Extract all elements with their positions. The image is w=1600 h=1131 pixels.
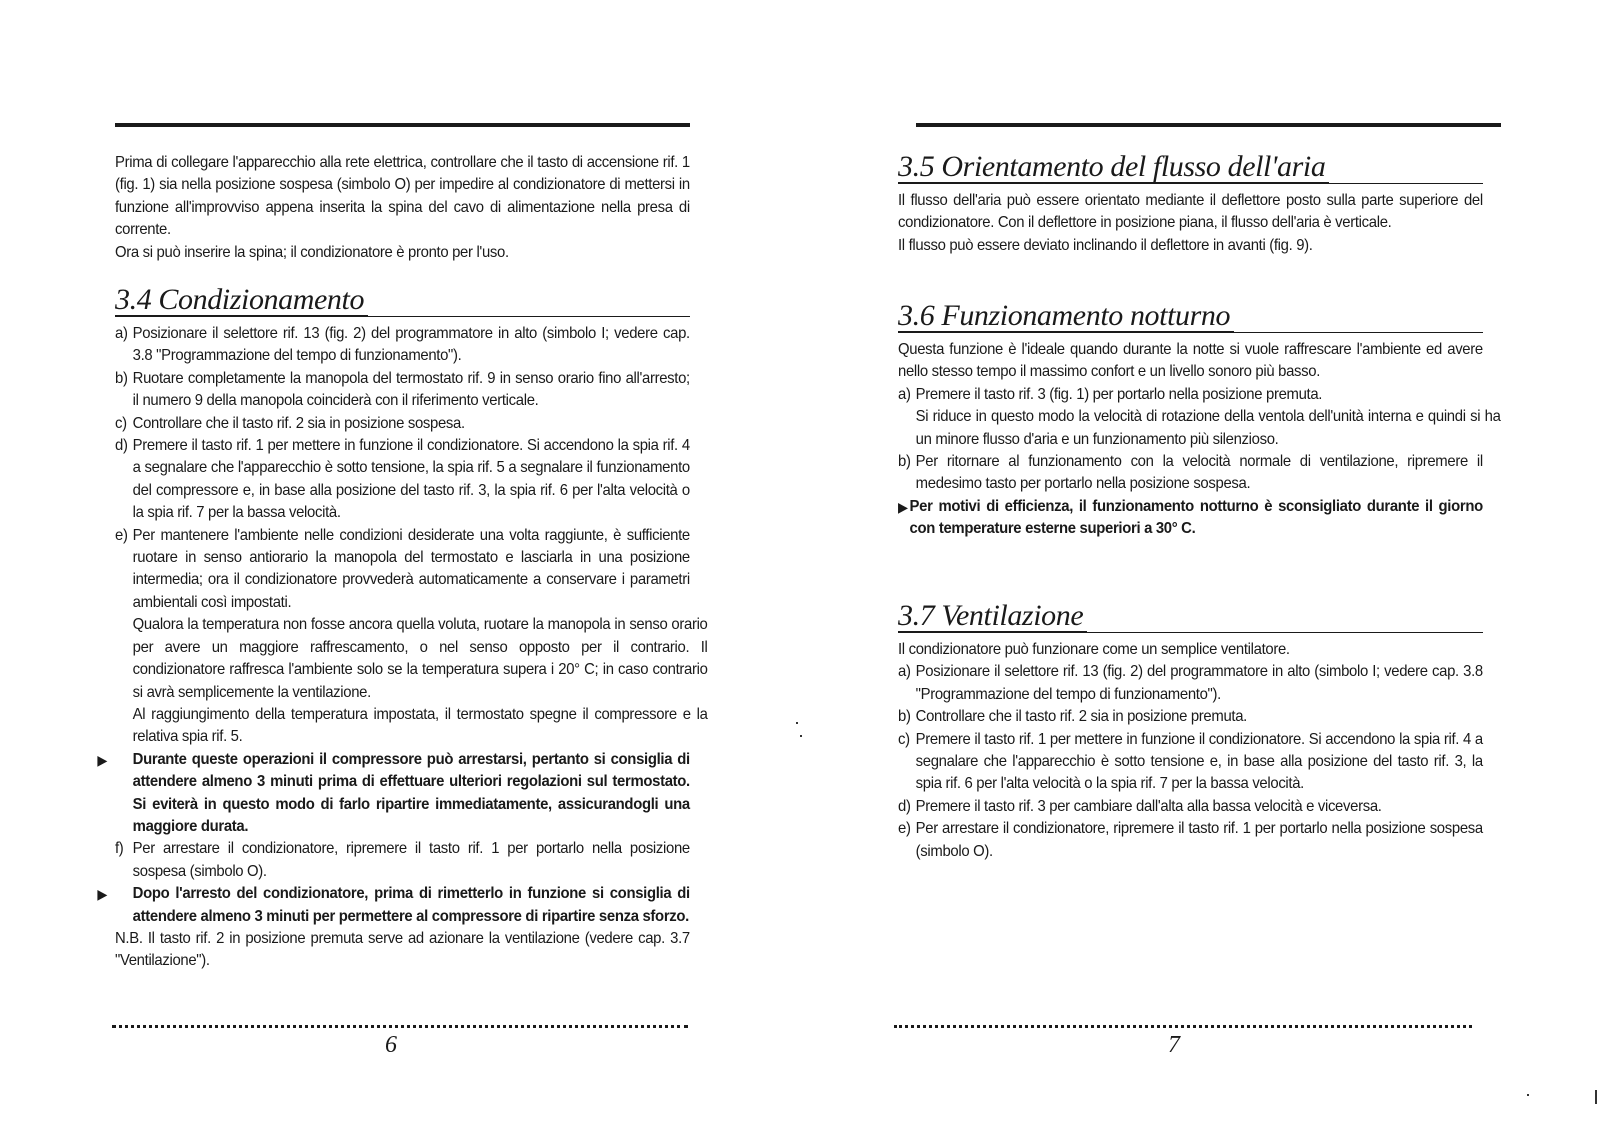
section-heading xyxy=(898,601,1483,633)
arrow-right-icon: ▶ xyxy=(97,886,108,903)
item-text: Ruotare completamente la manopola del termostato rif. 9 in senso orario fino all'arresto; il numero 9 della manopola coinciderà con il riferimento verticale. xyxy=(132,369,690,410)
arrow-right-icon: ▶ xyxy=(898,498,908,515)
note-text: Per motivi di efficienza, il funzionamento notturno è sconsigliato durante il giorno con temperature esterne superiori a 30° C. xyxy=(909,497,1483,538)
item-label: c) xyxy=(115,414,127,432)
item-text: Controllare che il tasto rif. 2 sia in posizione sospesa. xyxy=(132,414,465,432)
list-item xyxy=(898,451,1483,496)
section-title: 3.6 Funzionamento notturno xyxy=(898,301,1234,333)
item-text: Premere il tasto rif. 1 per mettere in funzione il condizionatore. Si accendono la spia rif. 4 a segnalare che l'apparecchio è sotto tensione e, in base alla posizione del tasto rif. 3, la spia rif. 6 per l'alta velocità o la spia rif. 7 per la bassa velocità. xyxy=(915,730,1483,793)
section-title: 3.4 Condizionamento xyxy=(115,285,368,317)
item-label: a) xyxy=(115,325,128,342)
dotted-rule-left xyxy=(112,1025,688,1028)
list-item xyxy=(115,838,690,883)
top-rule-left xyxy=(115,123,690,127)
item-text: Controllare che il tasto rif. 2 sia in posizione premuta. xyxy=(915,708,1247,726)
list-item xyxy=(115,368,690,413)
scan-speck xyxy=(796,722,798,724)
item-text: Si riduce in questo modo la velocità di rotazione della ventola dell'unità interna e quindi si ha un minore flusso d'aria e un funzionamento più silenzioso. xyxy=(915,408,1501,448)
note-text: Durante queste operazioni il compressore può arrestarsi, pertanto si consiglia di attendere almeno 3 minuti prima di effettuare ulteriori regolazioni sul termostato. Si eviterà in questo modo di farlo ripartire immediatamente, assicurandogli una maggiore durata. xyxy=(132,750,690,835)
page-number-right: 7 xyxy=(1168,1032,1180,1058)
dotted-rule-right xyxy=(894,1025,1472,1028)
warning-note xyxy=(898,496,1483,541)
section-heading xyxy=(115,285,690,317)
scan-edge-mark xyxy=(1595,1090,1597,1104)
item-label: b) xyxy=(115,369,128,387)
list-item xyxy=(115,525,690,615)
section-3-6 xyxy=(898,299,1501,541)
item-text: Qualora la temperatura non fosse ancora quella voluta, ruotare la manopola in senso orario per avere un maggiore raffrescamento, o nel senso opposto per il contrario. Il condizionatore raffresca l'ambiente solo se la temperatura supera i 20° C; in caso contrario si avrà semplicemente la ventilazione. xyxy=(132,616,708,701)
item-text: Per arrestare il condizionatore, ripremere il tasto rif. 1 per portarlo nella posizione sospesa (simbolo O). xyxy=(915,820,1483,860)
nb-paragraph: N.B. Il tasto rif. 2 in posizione premuta serve ad azionare la ventilazione (vedere cap. 3.7 "Ventilazione"). xyxy=(115,929,690,970)
list-item xyxy=(115,435,690,525)
item-label: b) xyxy=(898,708,911,726)
section-title: 3.7 Ventilazione xyxy=(898,601,1087,633)
list-item xyxy=(898,384,1483,406)
list-item xyxy=(898,729,1483,796)
section-3-4 xyxy=(97,283,708,973)
intro-paragraph: Ora si può inserire la spina; il condizionatore è pronto per l'uso. xyxy=(115,243,509,261)
intro-paragraph: Prima di collegare l'apparecchio alla rete elettrica, controllare che il tasto di accensione rif. 1 (fig. 1) sia nella posizione sospesa (simbolo O) per impedire al condizionatore di mettersi in funzione all'improvviso appena inserita la spina del cavo di alimentazione nella presa di corrente. xyxy=(115,154,690,239)
item-label: d) xyxy=(898,797,911,815)
item-text: Premere il tasto rif. 3 per cambiare dall'alta alla bassa velocità e viceversa. xyxy=(915,797,1382,815)
item-text: Premere il tasto rif. 3 (fig. 1) per portarlo nella posizione premuta. xyxy=(915,385,1323,403)
item-text: Al raggiungimento della temperatura impostata, il termostato spegne il compressore e la relativa spia rif. 5. xyxy=(132,705,708,746)
intro-block xyxy=(115,152,690,264)
item-label: e) xyxy=(115,526,128,544)
list-item xyxy=(898,796,1483,818)
section-title: 3.5 Orientamento del flusso dell'aria xyxy=(898,152,1329,184)
paragraph: Il flusso dell'aria può essere orientato mediante il deflettore posto sulla parte superiore del condizionatore. Con il deflettore in posizione piana, il flusso dell'aria è verticale. xyxy=(898,192,1483,232)
item-text: Posizionare il selettore rif. 13 (fig. 2) del programmatore in alto (simbolo I; vedere cap. 3.8 "Programmazione del tempo di funzionamento"). xyxy=(132,325,690,365)
page-number-left: 6 xyxy=(385,1032,397,1058)
arrow-right-icon: ▶ xyxy=(97,751,108,768)
item-text: Per ritornare al funzionamento con la velocità normale di ventilazione, ripremere il medesimo tasto per portarlo nella posizione sospesa. xyxy=(915,453,1483,493)
list-item-continuation xyxy=(898,406,1501,451)
section-heading xyxy=(898,152,1483,184)
paragraph: Il flusso può essere deviato inclinando il deflettore in avanti (fig. 9). xyxy=(898,236,1313,254)
section-heading xyxy=(898,301,1483,333)
warning-note xyxy=(97,749,690,839)
top-rule-right xyxy=(916,123,1501,127)
item-label: f) xyxy=(115,840,124,858)
list-item xyxy=(898,818,1483,863)
item-label: c) xyxy=(898,730,910,748)
scan-speck xyxy=(800,735,802,737)
scan-speck xyxy=(1527,1094,1529,1096)
note-text: Dopo l'arresto del condizionatore, prima di rimetterlo in funzione si consiglia di attendere almeno 3 minuti per permettere al compressore di ripartire senza sforzo. xyxy=(132,885,690,925)
item-label: a) xyxy=(898,385,911,403)
item-label: a) xyxy=(898,663,911,681)
item-label: e) xyxy=(898,820,911,838)
list-item xyxy=(898,706,1483,728)
section-3-7 xyxy=(898,601,1483,863)
item-label: b) xyxy=(898,453,911,471)
warning-note xyxy=(97,883,690,928)
paragraph: Questa funzione è l'ideale quando durante la notte si vuole raffrescare l'ambiente ed avere nello stesso tempo il massimo confort e un livello sonoro più basso. xyxy=(898,341,1483,381)
item-label: d) xyxy=(115,437,128,455)
paragraph: Il condizionatore può funzionare come un semplice ventilatore. xyxy=(898,641,1290,658)
item-text: Posizionare il selettore rif. 13 (fig. 2) del programmatore in alto (simbolo I; vedere cap. 3.8 "Programmazione del tempo di funzionamento"). xyxy=(915,663,1483,703)
list-item xyxy=(115,413,690,435)
item-text: Per mantenere l'ambiente nelle condizioni desiderate una volta raggiunte, è sufficiente ruotare in senso antiorario la manopola del termostato e lasciarla in una posizione intermedia; ora il condizionatore provvederà automaticamente a conservare i parametri ambientali così impostati. xyxy=(132,526,690,611)
item-text: Premere il tasto rif. 1 per mettere in funzione il condizionatore. Si accendono la spia rif. 4 a segnalare che l'apparecchio è sotto tensione, la spia rif. 5 a segnalare il funzionamento del compressore e, in base alla posizione del tasto rif. 3, la spia rif. 6 per l'alta velocità o la spia rif. 7 per la bassa velocità. xyxy=(132,437,690,522)
section-3-5 xyxy=(898,152,1483,257)
item-text: Per arrestare il condizionatore, ripremere il tasto rif. 1 per portarlo nella posizione sospesa (simbolo O). xyxy=(132,840,690,880)
list-item-continuation xyxy=(115,704,708,749)
list-item-continuation xyxy=(115,614,708,704)
list-item xyxy=(898,661,1483,706)
list-item xyxy=(115,323,690,368)
